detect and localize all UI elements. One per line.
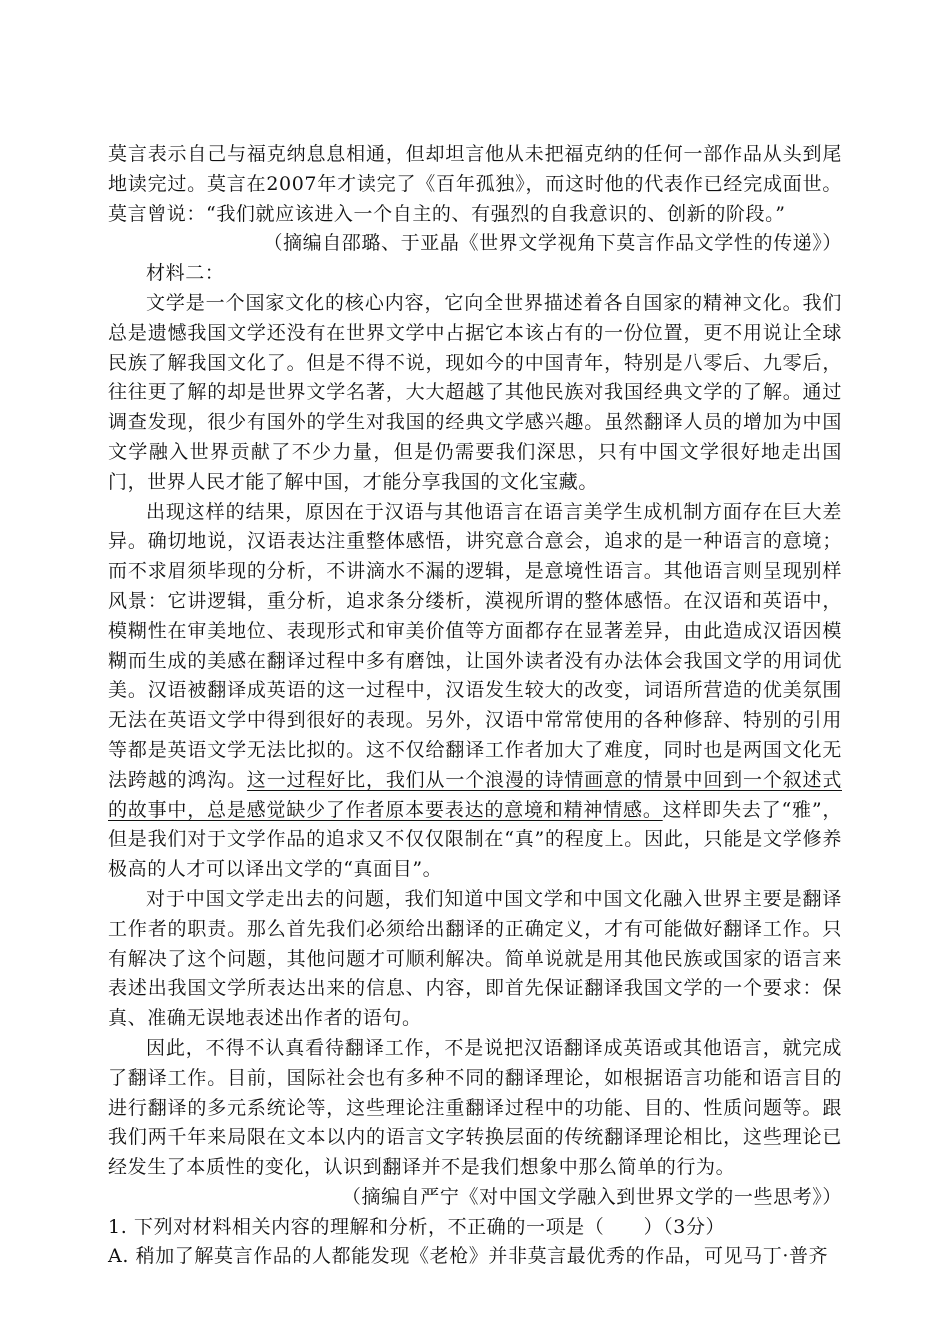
question-1: 1. 下列对材料相关内容的理解和分析，不正确的一项是（ ）（3分） xyxy=(108,1215,726,1238)
material2-heading: 材料二： xyxy=(146,262,225,285)
material2-paragraph-2-end: 这样即失去了“雅”，但是我们对于文学作品的追求又不仅仅限制在“真”的程度上。因此，只能是文学修养极高的人才可以译出文学的“真面目”。 xyxy=(108,798,842,881)
material1-source: （摘编自邵璐、于亚晶《世界文学视角下莫言作品文学性的传递》） xyxy=(263,232,842,255)
underlined-sentence: 这一过程好比，我们从一个浪漫的诗情画意的情景中回到一个叙述式的故事中，总是感觉缺少了作者原本要表达的意境和精神情感。 xyxy=(108,768,842,821)
document-page xyxy=(108,140,842,1272)
material2-paragraph-2-start: 出现这样的结果，原因在于汉语与其他语言在语言美学生成机制方面存在巨大差异。确切地说，汉语表达注重整体感悟，讲究意合意会，追求的是一种语言的意境；而不求眉须毕现的分析，不讲滴水不漏的逻辑，是意境性语言。其他语言则呈现别样风景：它讲逻辑，重分析，追求条分缕析，漠视所谓的整体感悟。在汉语和英语中，模糊性在审美地位、表现形式和审美价值等方面都存在显著差异，由此造成汉语因模糊而生成的美感在翻译过程中多有磨蚀，让国外读者没有办法体会我国文学的用词优美。汉语被翻译成英语的这一过程中，汉语发生较大的改变，词语所营造的优美氛围无法在英语文学中得到很好的表现。另外，汉语中常常使用的各种修辞、特别的引用等都是英语文学无法比拟的。这不仅给翻译工作者加大了难度，同时也是两国文化无法跨越的鸿沟。 xyxy=(108,500,842,791)
material2-paragraph-1: 文学是一个国家文化的核心内容，它向全世界描述着各自国家的精神文化。我们总是遗憾我国文学还没有在世界文学中占据它本该占有的一份位置，更不用说让全球民族了解我国文化了。但是不得不说，现如今的中国青年，特别是八零后、九零后，往往更了解的却是世界文学名著，大大超越了其他民族对我国经典文学的了解。通过调查发现，很少有国外的学生对我国的经典文学感兴趣。虽然翻译人员的增加为中国文学融入世界贡献了不少力量，但是仍需要我们深思，只有中国文学很好地走出国门，世界人民才能了解中国，才能分享我国的文化宝藏。 xyxy=(108,291,842,493)
material2-paragraph-2 xyxy=(108,498,842,885)
material1-tail-paragraph: 莫言表示自己与福克纳息息相通，但却坦言他从未把福克纳的任何一部作品从头到尾地读完过。莫言在2007年才读完了《百年孤独》，而这时他的代表作已经完成面世。莫言曾说：“我们就应该进入一个自主的、有强烈的自我意识的、创新的阶段。” xyxy=(108,143,842,225)
question-1-option-a: A. 稍加了解莫言作品的人都能发现《老枪》并非莫言最优秀的作品，可见马丁·普齐 xyxy=(108,1245,829,1268)
material2-paragraph-3: 对于中国文学走出去的问题，我们知道中国文学和中国文化融入世界主要是翻译工作者的职责。那么首先我们必须给出翻译的正确定义，才有可能做好翻译工作。只有解决了这个问题，其他问题才可顺利解决。简单说就是用其他民族或国家的语言来表述出我国文学所表达出来的信息、内容，即首先保证翻译我国文学的一个要求：保真、准确无误地表述出作者的语句。 xyxy=(108,887,842,1030)
material2-paragraph-4: 因此，不得不认真看待翻译工作，不是说把汉语翻译成英语或其他语言，就完成了翻译工作。目前，国际社会也有多种不同的翻译理论，如根据语言功能和语言目的进行翻译的多元系统论等，这些理论注重翻译过程中的功能、目的、性质问题等。跟我们两千年来局限在文本以内的语言文字转换层面的传统翻译理论相比，这些理论已经发生了本质性的变化，认识到翻译并不是我们想象中那么简单的行为。 xyxy=(108,1036,842,1179)
material2-source: （摘编自严宁《对中国文学融入到世界文学的一些思考》） xyxy=(341,1185,842,1208)
